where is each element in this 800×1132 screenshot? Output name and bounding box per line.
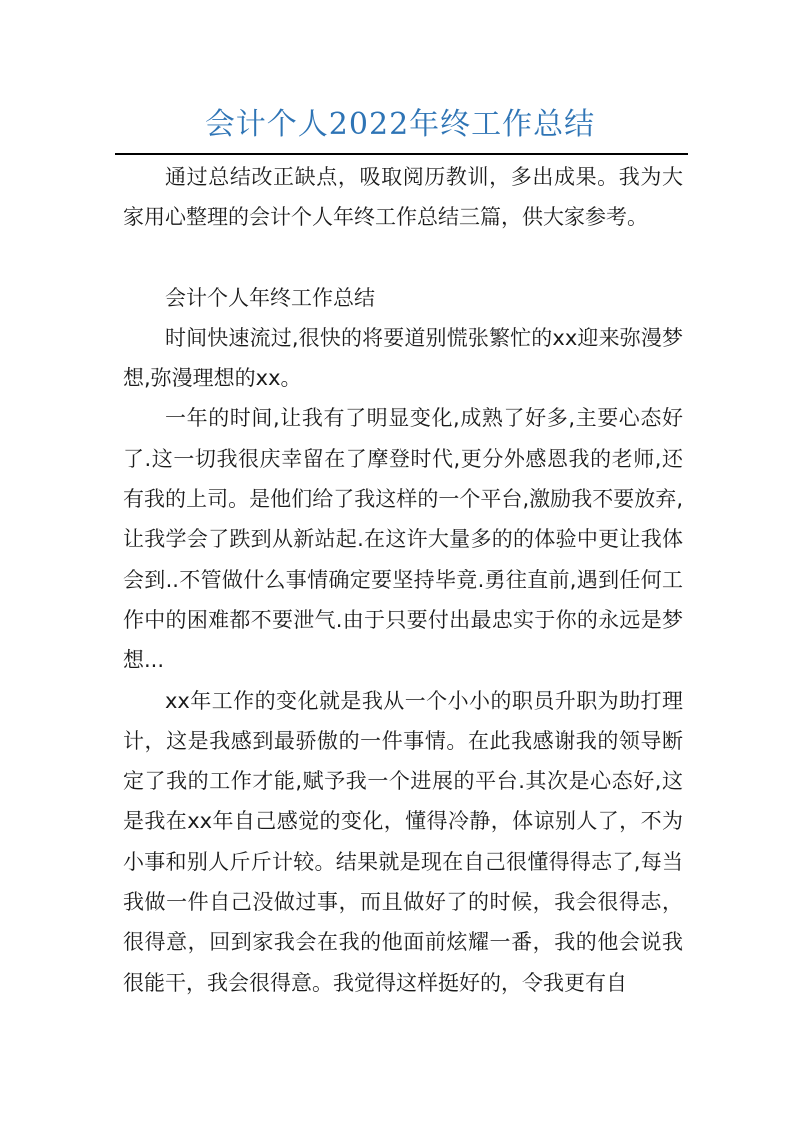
document-title: 会计个人2022年终工作总结 [204, 107, 596, 142]
intro-paragraph: 通过总结改正缺点，吸取阅历教训，多出成果。我为大家用心整理的会计个人年终工作总结三篇，供大家参考。 [123, 165, 683, 230]
document-body [123, 157, 683, 1003]
title-divider [115, 153, 688, 155]
body-paragraph-1: 时间快速流过,很快的将要道别慌张繁忙的xx迎来弥漫梦想,弥漫理想的xx。 [123, 325, 683, 391]
body-paragraph-2: 一年的时间,让我有了明显变化,成熟了好多,主要心态好了.这一切我很庆幸留在了摩登时代,更分外感恩我的老师,还有我的上司。是他们给了我这样的一个平台,激励我不要放弃,让我学会了跌到从新站起.在这许大量多的的体验中更让我体会到..不管做什么事情确定要坚持毕竟.勇往直前,遇到任何工作中的困难都不要泄气.由于只要付出最忠实于你的永远是梦想... [123, 406, 683, 673]
section-heading: 会计个人年终工作总结 [165, 285, 375, 310]
body-paragraph-3: xx年工作的变化就是我从一个小小的职员升职为助打理计，这是我感到最骄傲的一件事情。在此我感谢我的领导断定了我的工作才能,赋予我一个进展的平台.其次是心态好,这是我在xx年自己感觉的变化，懂得冷静，体谅别人了，不为小事和别人斤斤计较。结果就是现在自己很懂得得志了,每当我做一件自己没做过事，而且做好了的时候，我会很得志，很得意，回到家我会在我的他面前炫耀一番，我的他会说我很能干，我会很得意。我觉得这样挺好的，令我更有自 [123, 688, 683, 995]
